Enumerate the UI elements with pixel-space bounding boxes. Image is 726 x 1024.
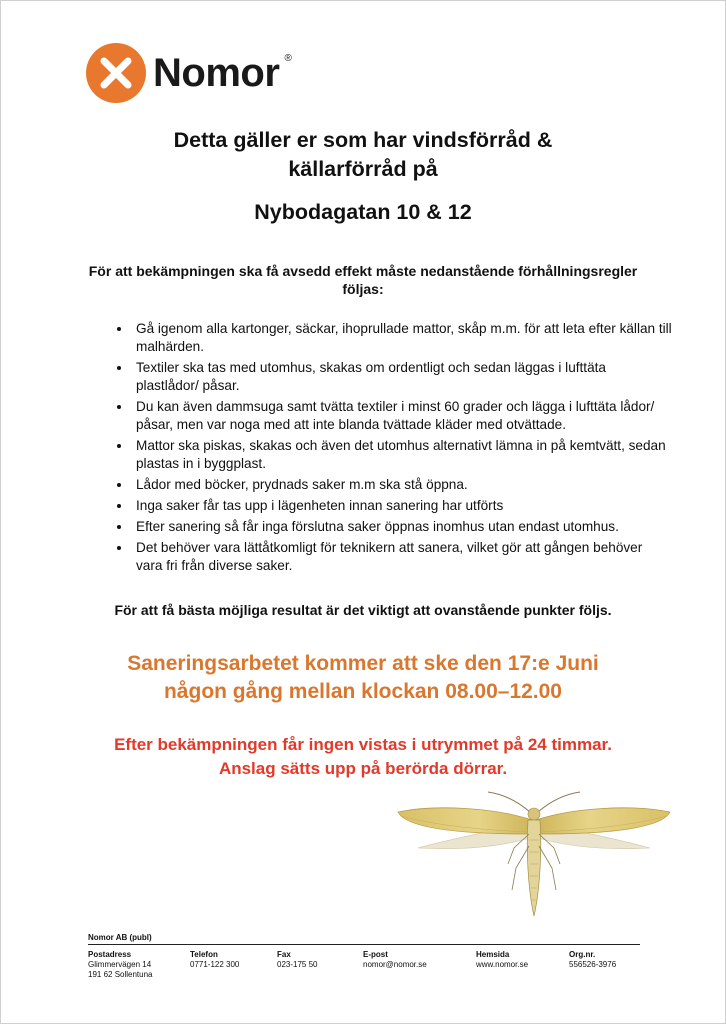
list-item: • Du kan även dammsuga samt tvätta textiler i minst 60 grader och lägga i lufttäta lådor/ påsar, men var noga med att inte blanda tvättade kläder med otvättade. bbox=[132, 398, 672, 434]
footer-postal-label: Postadress bbox=[88, 950, 132, 959]
list-item: • Textiler ska tas med utomhus, skakas om ordentligt och sedan läggas i lufttäta plastlådor/ påsar. bbox=[132, 359, 672, 395]
headline-line-1: Detta gäller er som har vindsförråd & bbox=[173, 128, 553, 152]
list-item: • Det behöver vara lättåtkomligt för teknikern att sanera, vilket gör att gången behöver vara fri från diverse saker. bbox=[132, 539, 672, 575]
list-item: • Lådor med böcker, prydnads saker m.m ska stå öppna. bbox=[132, 476, 672, 494]
footer-company: Nomor AB (publ) bbox=[88, 933, 152, 942]
footer-website-value[interactable]: www.nomor.se bbox=[476, 960, 529, 969]
brand-name bbox=[153, 50, 292, 96]
footer-email-value[interactable]: nomor@nomor.se bbox=[363, 960, 427, 969]
headline bbox=[0, 126, 726, 184]
footer-postal-line-1: Glimmervägen 14 bbox=[88, 960, 152, 969]
brand-logo bbox=[85, 42, 292, 104]
footer-phone-label: Telefon bbox=[190, 950, 218, 959]
headline-address: Nybodagatan 10 & 12 bbox=[254, 200, 472, 224]
list-item: • Efter sanering så får inga förslutna saker öppnas inomhus utan endast utomhus. bbox=[132, 518, 672, 536]
footer-fax-value: 023-175 50 bbox=[277, 960, 318, 969]
footer-website-label: Hemsida bbox=[476, 950, 510, 959]
schedule-line-2: någon gång mellan klockan 08.00–12.00 bbox=[163, 680, 562, 703]
footer-website bbox=[476, 950, 528, 970]
warning-line-1: Efter bekämpningen får ingen vistas i utrymmet på 24 timmar. bbox=[114, 735, 612, 754]
footer-postal bbox=[88, 950, 153, 980]
footer-phone-value: 0771-122 300 bbox=[190, 960, 240, 969]
note-text: För att få bästa möjliga resultat är det viktigt att ovanstående punkter följs. bbox=[114, 602, 612, 618]
footer-fax bbox=[277, 950, 317, 970]
footer-divider bbox=[88, 944, 640, 945]
footer-email bbox=[363, 950, 427, 970]
list-item: • Gå igenom alla kartonger, säckar, ihoprullade mattor, skåp m.m. för att leta efter källan till malhärden. bbox=[132, 320, 672, 356]
intro-text: För att bekämpningen ska få avsedd effekt måste nedanstående förhållningsregler följas: bbox=[88, 263, 638, 297]
warning-line-2: Anslag sätts upp på berörda dörrar. bbox=[218, 759, 508, 778]
footer-postal-line-2: 191 62 Sollentuna bbox=[88, 970, 153, 979]
schedule-notice bbox=[0, 650, 726, 706]
footer-orgnr-label: Org.nr. bbox=[569, 950, 596, 959]
list-item: • Mattor ska piskas, skakas och även det utomhus alternativt lämna in på kemtvätt, sedan plastas in i byggplast. bbox=[132, 437, 672, 473]
footer-phone bbox=[190, 950, 239, 970]
rules-list bbox=[110, 320, 672, 578]
cross-in-circle-logo-icon bbox=[85, 42, 147, 104]
footer-orgnr bbox=[569, 950, 616, 970]
footer-orgnr-value: 556526-3976 bbox=[569, 960, 617, 969]
brand-name-text: Nomor bbox=[153, 50, 280, 95]
clothes-moth-illustration-icon bbox=[396, 790, 672, 920]
list-item: • Inga saker får tas upp i lägenheten innan sanering har utförts bbox=[132, 497, 672, 515]
registered-mark: ® bbox=[284, 52, 292, 64]
footer-fax-label: Fax bbox=[277, 950, 291, 959]
footer-email-label: E-post bbox=[363, 950, 388, 959]
warning-notice bbox=[0, 733, 726, 781]
headline-line-2: källarförråd på bbox=[288, 157, 438, 181]
schedule-line-1: Saneringsarbetet kommer att ske den 17:e Juni bbox=[127, 652, 599, 675]
